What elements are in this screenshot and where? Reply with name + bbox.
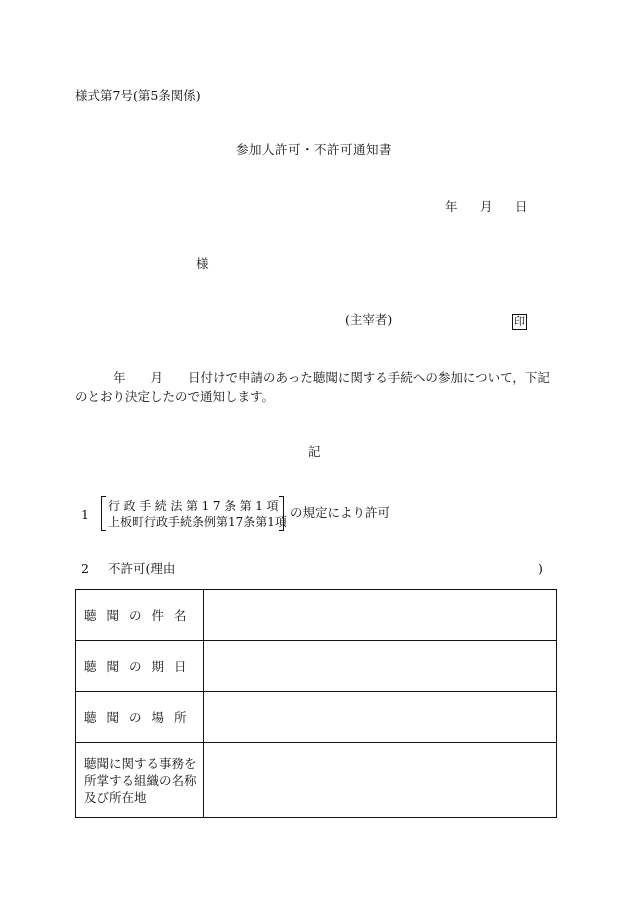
form-number: 様式第7号(第5条関係) [75, 88, 201, 103]
row-value-organization [204, 743, 557, 818]
seal-mark: 印 [514, 315, 525, 328]
row-label-place: 聴聞の場所 [76, 692, 204, 743]
left-bracket [101, 496, 106, 531]
notice-body-text: 年 月 日付けで申請のあった聴聞に関する手続への参加について，下記のとおり決定したので通知します。 [75, 370, 550, 404]
table-row [76, 743, 557, 818]
note-heading: 記 [308, 444, 321, 459]
date-year: 年 [445, 199, 458, 214]
item-1-number: 1 [81, 507, 89, 522]
right-bracket [279, 496, 284, 531]
date-month: 月 [480, 199, 493, 214]
row-label-subject: 聴聞の件名 [76, 590, 204, 641]
table-row [76, 692, 557, 743]
law-bracket [101, 496, 287, 529]
table-row [76, 590, 557, 641]
row-value-subject [204, 590, 557, 641]
item-2-close: ) [538, 561, 543, 576]
document-title: 参加人許可・不許可通知書 [236, 142, 393, 157]
item-1-suffix: の規定により許可 [290, 505, 391, 520]
law-line-1: 行政手続法第17条第1項 [108, 499, 283, 513]
item-2-label: 不許可(理由 [108, 561, 176, 576]
date-day: 日 [515, 199, 528, 214]
organizer-label: (主宰者) [345, 312, 393, 327]
row-value-date [204, 641, 557, 692]
row-label-date: 聴聞の期日 [76, 641, 204, 692]
addressee-suffix: 様 [196, 256, 209, 271]
table-row [76, 641, 557, 692]
row-value-place [204, 692, 557, 743]
hearing-info-table [75, 589, 557, 818]
notice-body [75, 368, 557, 406]
item-2-number: 2 [81, 561, 89, 576]
seal-stamp [512, 310, 527, 330]
row-label-organization: 聴聞に関する事務を所掌する組織の名称及び所在地 [76, 743, 204, 818]
law-line-2: 上板町行政手続条例第17条第1項 [108, 515, 287, 529]
